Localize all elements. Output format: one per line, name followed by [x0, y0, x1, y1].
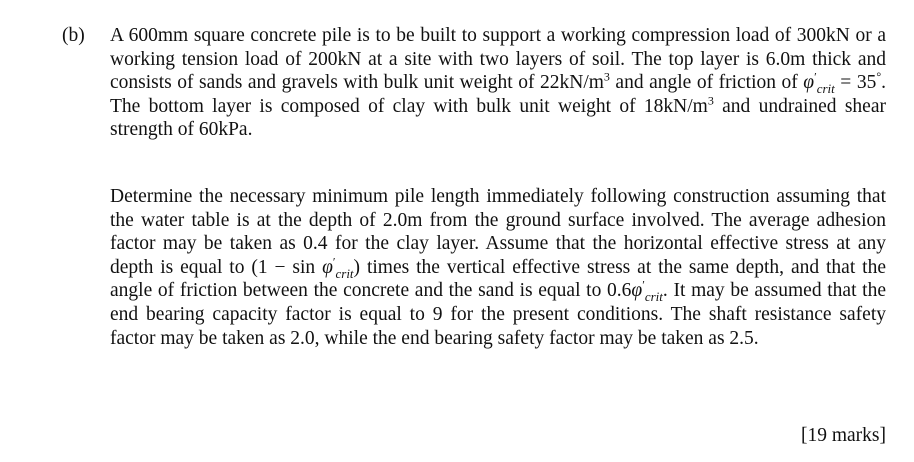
prime-symbol: ′	[642, 277, 645, 292]
question-label: (b)	[62, 25, 85, 46]
phi-symbol: φ	[803, 72, 815, 94]
instructions-text-2: ) times the vertical effective stress at the same depth, and that the angle of friction between the concrete and the sand is equal to 0.6	[110, 256, 886, 302]
task-instructions	[110, 185, 886, 350]
unit-exponent: 3	[603, 69, 610, 84]
statement-text-5: and undrained shear strength of 60kPa.	[110, 95, 886, 141]
phi-symbol: φ	[631, 280, 643, 302]
statement-text-4: . The bottom layer is composed of clay with bulk unit weight of 18kN/m	[110, 72, 887, 117]
marks-label: [19 marks]	[800, 425, 886, 446]
degree-symbol: °	[876, 69, 882, 84]
phi-symbol: φ	[322, 256, 333, 278]
prime-symbol: ′	[814, 69, 817, 84]
unit-exponent: 3	[707, 93, 714, 108]
crit-subscript: crit	[816, 81, 835, 97]
crit-subscript: crit	[335, 265, 354, 281]
instructions-text-3: . It may be assumed that the end bearing capacity factor is equal to 9 for the present conditions. The shaft resistance safety factor may be taken as 2.0, while the end bearing safety factor may be taken as 2.5.	[110, 280, 887, 349]
instructions-text-1: Determine the necessary minimum pile length immediately following construction assuming that the water table is at the depth of 2.0m from the ground surface involved. The average adhesion factor may be taken as 0.4 for the clay layer. Assume that the horizontal effective stress at any depth is equal to (1 − sin	[110, 186, 886, 278]
statement-text-1: A 600mm square concrete pile is to be built to support a working compression load of 300kN or a working tension load of 200kN at a site with two layers of soil. The top layer is 6.0m thick and consists of sands and gravels with bulk unit weight of 22kN/m	[110, 25, 886, 94]
prime-symbol: ′	[332, 254, 336, 269]
problem-statement	[110, 24, 886, 142]
statement-text-2: and angle of friction of	[609, 72, 804, 94]
statement-text-3: = 35	[834, 72, 877, 94]
crit-subscript: crit	[644, 289, 663, 305]
